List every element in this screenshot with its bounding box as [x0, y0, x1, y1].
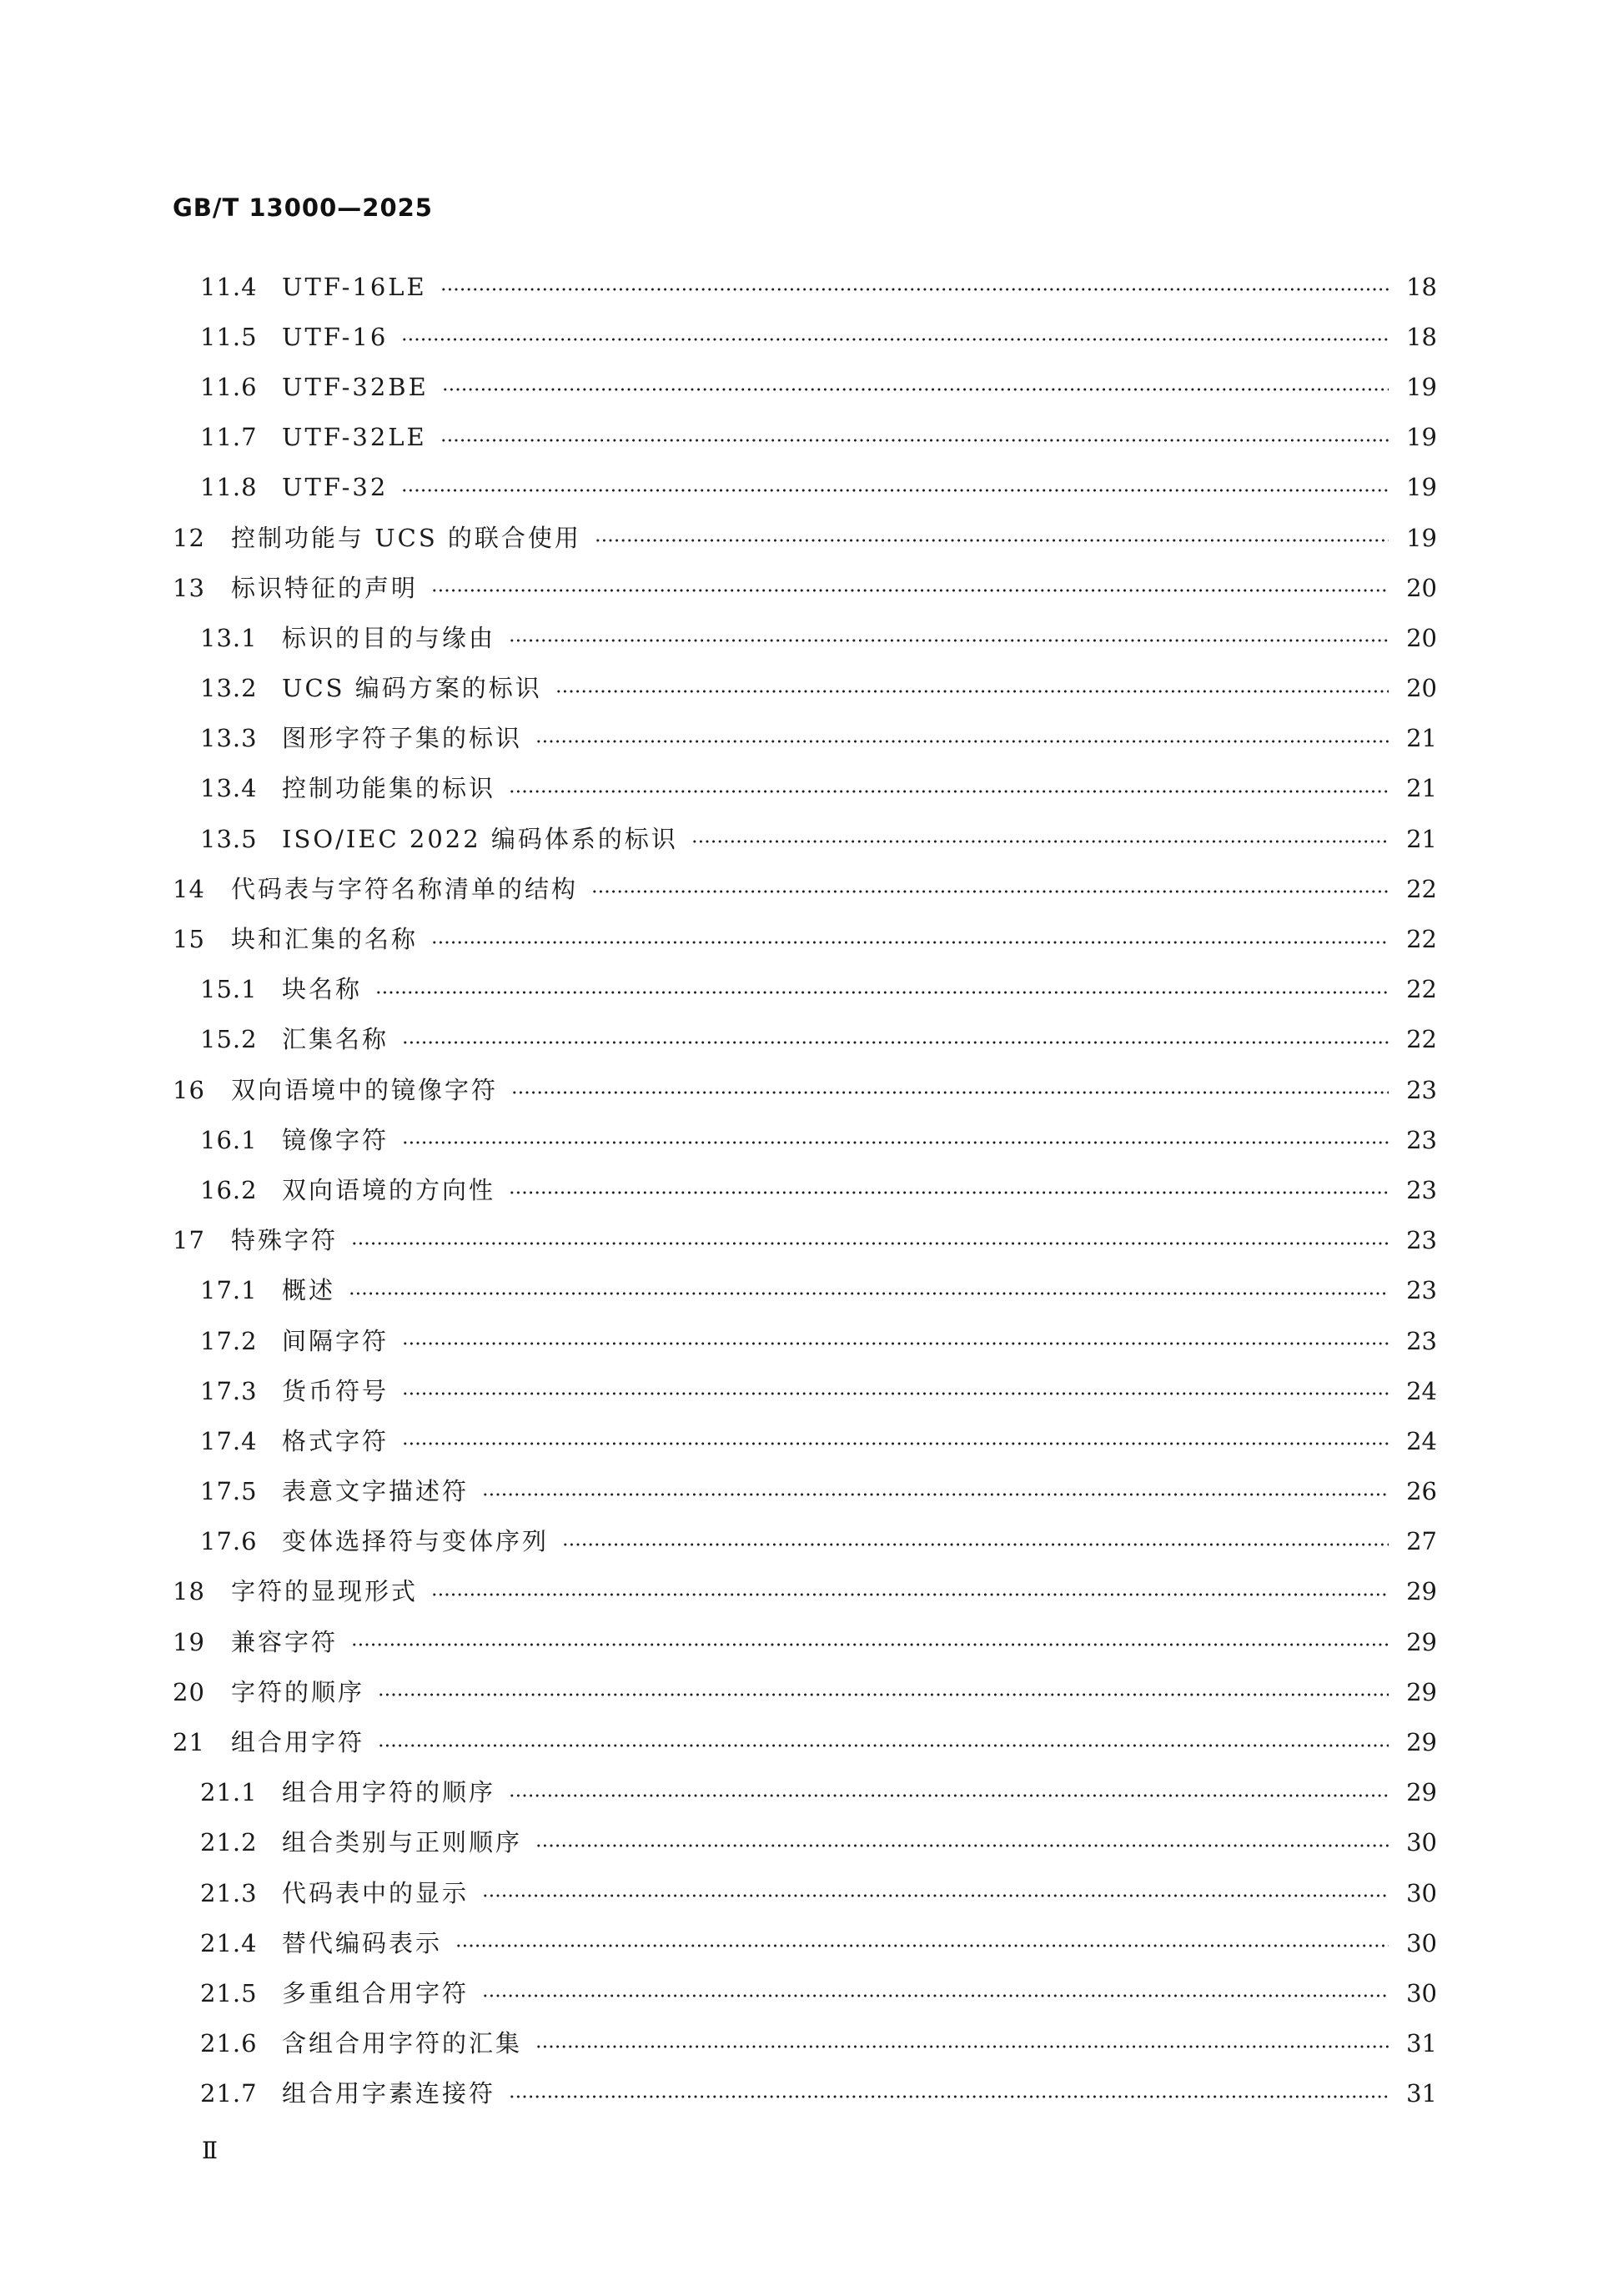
toc-entry-page: 20: [1406, 573, 1437, 602]
toc-entry-title: 图形字符子集的标识: [282, 724, 523, 753]
toc-dot-leader: [535, 2045, 1389, 2048]
toc-entry-title: UTF-32BE: [282, 372, 429, 401]
toc-entry: [173, 1216, 1437, 1266]
toc-dot-leader: [509, 639, 1389, 642]
toc-entry-number: 12: [173, 523, 205, 552]
toc-entry-title: 代码表与字符名称清单的结构: [231, 874, 579, 903]
toc-entry-title: 替代编码表示: [282, 1928, 443, 1957]
toc-entry: [173, 664, 1437, 714]
toc-entry-page: 30: [1406, 1978, 1437, 2007]
toc-entry: [173, 914, 1437, 964]
toc-entry-title: 组合用字符: [231, 1728, 365, 1757]
toc-entry-number: 21.6: [200, 2029, 258, 2058]
toc-dot-leader: [402, 1141, 1389, 1144]
document-id-header: GB/T 13000—2025: [173, 193, 433, 222]
toc-entry-title: UTF-32: [282, 473, 389, 502]
toc-entry-title: 表意文字描述符: [282, 1477, 470, 1506]
toc-entry: [173, 1316, 1437, 1366]
toc-entry-page: 23: [1406, 1276, 1437, 1305]
toc-entry-number: 17.3: [200, 1376, 258, 1405]
page-number: Ⅱ: [202, 2137, 219, 2164]
toc-entry-page: 21: [1406, 774, 1437, 803]
toc-entry-page: 19: [1406, 372, 1437, 401]
toc-entry-page: 24: [1406, 1426, 1437, 1455]
toc-entry: [173, 413, 1437, 463]
toc-dot-leader: [402, 1342, 1389, 1345]
toc-entry-title: 含组合用字符的汇集: [282, 2029, 523, 2058]
toc-entry: [173, 1918, 1437, 1968]
toc-dot-leader: [375, 991, 1389, 994]
toc-entry-number: 17.6: [200, 1527, 258, 1556]
toc-entry: [173, 764, 1437, 814]
toc-dot-leader: [402, 1392, 1389, 1395]
toc-entry: [173, 1065, 1437, 1115]
toc-entry-page: 20: [1406, 674, 1437, 703]
toc-entry: [173, 1517, 1437, 1567]
toc-entry: [173, 965, 1437, 1015]
toc-entry-number: 21.3: [200, 1878, 258, 1907]
toc-entry: [173, 463, 1437, 513]
toc-entry: [173, 1266, 1437, 1316]
toc-entry: [173, 1968, 1437, 2018]
toc-entry-number: 11.4: [200, 272, 258, 301]
toc-dot-leader: [535, 740, 1389, 743]
toc-entry-title: 多重组合用字符: [282, 1978, 470, 2007]
toc-entry-page: 19: [1406, 473, 1437, 502]
toc-entry-page: 29: [1406, 1677, 1437, 1706]
toc-entry-title: 变体选择符与变体序列: [282, 1527, 550, 1556]
toc-dot-leader: [509, 1191, 1389, 1194]
toc-entry-title: 格式字符: [282, 1426, 389, 1455]
toc-dot-leader: [349, 1292, 1389, 1295]
toc-entry-title: 块和汇集的名称: [231, 925, 419, 954]
toc-dot-leader: [431, 1593, 1389, 1596]
toc-entry-page: 21: [1406, 724, 1437, 753]
toc-entry: [173, 1165, 1437, 1215]
toc-dot-leader: [595, 539, 1389, 542]
toc-entry-number: 16.2: [200, 1175, 258, 1204]
toc-entry-title: 标识的目的与缘由: [282, 623, 496, 652]
toc-entry-number: 11.6: [200, 372, 258, 401]
toc-dot-leader: [535, 1844, 1389, 1847]
toc-entry-title: 标识特征的声明: [231, 573, 419, 602]
toc-entry: [173, 1768, 1437, 1818]
toc-entry-page: 19: [1406, 423, 1437, 452]
toc-dot-leader: [401, 338, 1389, 341]
toc-entry-page: 22: [1406, 925, 1437, 954]
toc-entry-title: 字符的显现形式: [231, 1577, 419, 1606]
toc-entry-title: 概述: [282, 1276, 336, 1305]
toc-entry: [173, 1115, 1437, 1165]
toc-entry-title: UTF-16LE: [282, 272, 427, 301]
toc-entry-page: 24: [1406, 1376, 1437, 1405]
toc-entry-page: 18: [1406, 272, 1437, 301]
toc-entry-page: 19: [1406, 523, 1437, 552]
toc-entry-number: 16: [173, 1075, 205, 1104]
toc-entry-number: 17.4: [200, 1426, 258, 1455]
toc-entry-number: 18: [173, 1577, 205, 1606]
toc-entry-page: 18: [1406, 322, 1437, 351]
toc-entry-number: 15: [173, 925, 205, 954]
toc-entry-title: 间隔字符: [282, 1326, 389, 1355]
toc-dot-leader: [562, 1543, 1389, 1546]
toc-entry: [173, 714, 1437, 764]
toc-entry: [173, 2069, 1437, 2119]
toc-entry-page: 23: [1406, 1075, 1437, 1104]
toc-entry-number: 17.5: [200, 1477, 258, 1506]
toc-entry-number: 21.5: [200, 1978, 258, 2007]
toc-entry-page: 23: [1406, 1226, 1437, 1255]
toc-entry-title: 货币符号: [282, 1376, 389, 1405]
toc-dot-leader: [455, 1944, 1389, 1947]
toc-entry-number: 15.2: [200, 1025, 258, 1054]
toc-dot-leader: [482, 1493, 1389, 1496]
toc-entry-page: 22: [1406, 975, 1437, 1004]
toc-entry: [173, 1015, 1437, 1065]
toc-dot-leader: [509, 2095, 1389, 2098]
toc-entry: [173, 1567, 1437, 1617]
toc-entry: [173, 362, 1437, 412]
toc-entry-page: 22: [1406, 874, 1437, 903]
toc-entry: [173, 1717, 1437, 1767]
toc-entry-page: 31: [1406, 2029, 1437, 2058]
toc-entry: [173, 1366, 1437, 1416]
toc-dot-leader: [431, 589, 1389, 592]
toc-entry-number: 11.5: [200, 322, 258, 351]
toc-entry: [173, 1416, 1437, 1466]
toc-entry-page: 26: [1406, 1477, 1437, 1506]
toc-dot-leader: [442, 388, 1389, 391]
toc-entry-page: 29: [1406, 1627, 1437, 1656]
toc-dot-leader: [482, 1994, 1389, 1997]
toc-entry: [173, 1617, 1437, 1667]
toc-entry: [173, 814, 1437, 864]
toc-entry: [173, 864, 1437, 914]
toc-dot-leader: [482, 1894, 1389, 1897]
toc-entry-number: 13.1: [200, 623, 258, 652]
toc-entry-number: 13.3: [200, 724, 258, 753]
toc-entry-page: 23: [1406, 1326, 1437, 1355]
toc-dot-leader: [378, 1693, 1389, 1696]
toc-entry: [173, 2019, 1437, 2069]
toc-entry-title: 双向语境中的镜像字符: [231, 1075, 499, 1104]
toc-entry-number: 20: [173, 1677, 205, 1706]
toc-dot-leader: [555, 690, 1389, 693]
toc-entry-page: 29: [1406, 1577, 1437, 1606]
toc-entry-number: 19: [173, 1627, 205, 1656]
toc-entry: [173, 1467, 1437, 1517]
toc-entry-number: 17.1: [200, 1276, 258, 1305]
toc-entry: [173, 513, 1437, 563]
toc-entry-title: UTF-32LE: [282, 423, 427, 452]
toc-entry-page: 30: [1406, 1878, 1437, 1907]
toc-dot-leader: [351, 1242, 1389, 1245]
toc-dot-leader: [401, 489, 1389, 492]
toc-dot-leader: [440, 288, 1389, 291]
toc-dot-leader: [440, 439, 1389, 442]
toc-entry: [173, 262, 1437, 312]
toc-entry-title: 汇集名称: [282, 1025, 389, 1054]
toc-dot-leader: [509, 1794, 1389, 1797]
toc-entry-page: 22: [1406, 1025, 1437, 1054]
toc-entry: [173, 1818, 1437, 1868]
toc-entry-title: 控制功能与 UCS 的联合使用: [231, 523, 581, 552]
toc-entry-title: 代码表中的显示: [282, 1878, 470, 1907]
toc-entry-title: 控制功能集的标识: [282, 774, 496, 803]
toc-dot-leader: [431, 941, 1389, 944]
toc-entry-number: 15.1: [200, 975, 258, 1004]
toc-entry: [173, 312, 1437, 362]
toc-dot-leader: [511, 1091, 1389, 1094]
toc-entry-number: 21.1: [200, 1778, 258, 1807]
toc-dot-leader: [402, 1041, 1389, 1044]
toc-entry-number: 21: [173, 1728, 205, 1757]
toc-entry-page: 29: [1406, 1778, 1437, 1807]
toc-entry-number: 21.7: [200, 2079, 258, 2108]
toc-entry-page: 21: [1406, 824, 1437, 853]
toc-entry-title: 特殊字符: [231, 1226, 339, 1255]
toc-entry-number: 14: [173, 874, 205, 903]
toc-entry-number: 16.1: [200, 1125, 258, 1154]
toc-entry-number: 21.4: [200, 1928, 258, 1957]
toc-entry: [173, 563, 1437, 613]
toc-entry-page: 23: [1406, 1175, 1437, 1204]
toc-entry-title: 兼容字符: [231, 1627, 339, 1656]
toc-entry: [173, 1868, 1437, 1918]
toc-entry-number: 21.2: [200, 1828, 258, 1857]
toc-entry-title: 组合用字素连接符: [282, 2079, 496, 2108]
toc-entry-title: UCS 编码方案的标识: [282, 674, 542, 703]
toc-entry-page: 20: [1406, 623, 1437, 652]
toc-entry-number: 13.4: [200, 774, 258, 803]
toc-entry-page: 27: [1406, 1527, 1437, 1556]
toc-entry-page: 29: [1406, 1728, 1437, 1757]
toc-dot-leader: [509, 790, 1389, 793]
toc-entry-page: 30: [1406, 1928, 1437, 1957]
toc-dot-leader: [378, 1744, 1389, 1747]
toc-dot-leader: [591, 890, 1389, 893]
toc-entry-number: 11.7: [200, 423, 258, 452]
toc-entry-number: 17: [173, 1226, 205, 1255]
toc-entry-title: ISO/IEC 2022 编码体系的标识: [282, 824, 678, 853]
toc-dot-leader: [691, 840, 1389, 843]
toc-entry-title: 组合类别与正则顺序: [282, 1828, 523, 1857]
toc-entry-page: 30: [1406, 1828, 1437, 1857]
toc-entry-title: 块名称: [282, 975, 363, 1004]
toc-entry-page: 31: [1406, 2079, 1437, 2108]
toc-entry-title: 镜像字符: [282, 1125, 389, 1154]
toc-entry-number: 11.8: [200, 473, 258, 502]
table-of-contents: [173, 262, 1437, 2119]
toc-dot-leader: [351, 1643, 1389, 1646]
toc-entry-number: 13.2: [200, 674, 258, 703]
toc-entry-title: 组合用字符的顺序: [282, 1778, 496, 1807]
toc-entry: [173, 613, 1437, 663]
toc-entry-title: UTF-16: [282, 322, 389, 351]
toc-entry-title: 双向语境的方向性: [282, 1175, 496, 1204]
toc-entry: [173, 1667, 1437, 1717]
toc-entry-title: 字符的顺序: [231, 1677, 365, 1706]
toc-entry-page: 23: [1406, 1125, 1437, 1154]
toc-entry-number: 17.2: [200, 1326, 258, 1355]
toc-entry-number: 13: [173, 573, 205, 602]
toc-entry-number: 13.5: [200, 824, 258, 853]
toc-dot-leader: [402, 1442, 1389, 1445]
